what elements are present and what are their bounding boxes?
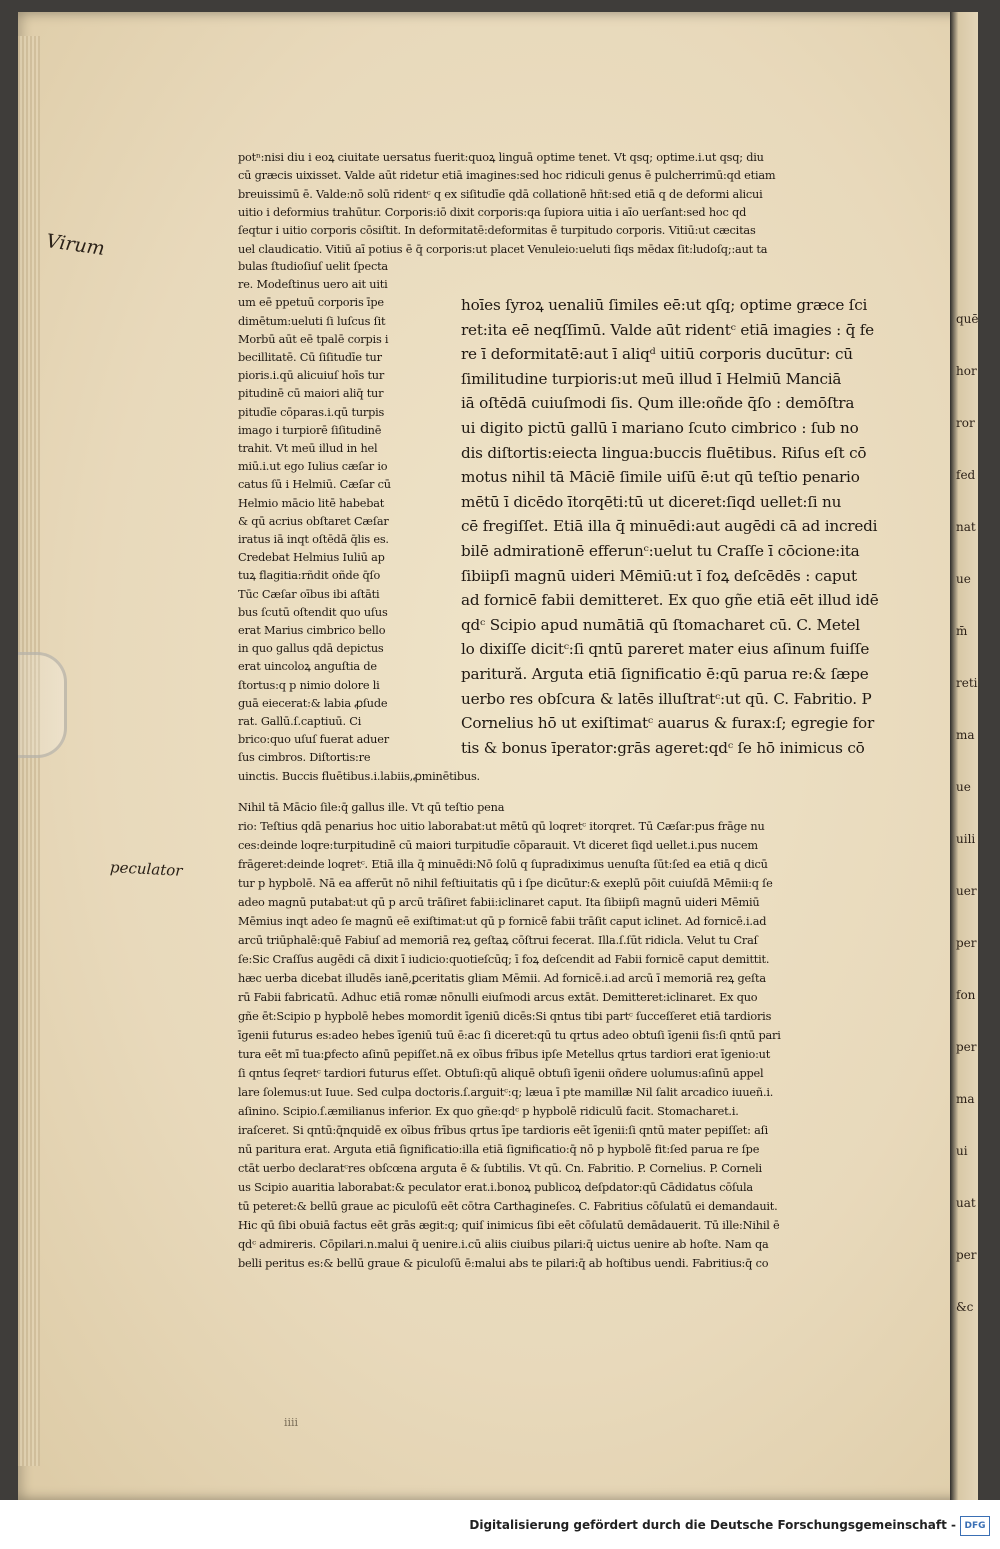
commentary-left-line: Tūc Cæſar oībus ibi aſtāti bbox=[238, 587, 380, 601]
facing-page-fragment: nat bbox=[956, 520, 976, 534]
main-text-line: ſibiipſi magnū uideri Mēmiū:ut ī foꝝ deſcēdēs : caput bbox=[461, 566, 857, 585]
facing-page-fragment: ma bbox=[956, 728, 975, 742]
commentary-left-line: & qū acrius obſtaret Cæſar bbox=[238, 514, 389, 528]
commentary-top-line: potⁿ:nisi diu i eoꝝ ciuitate uersatus fuerit:quoꝝ linguā optime tenet. Vt qsq; optime.i.ut qsq; diu bbox=[238, 151, 764, 164]
commentary-left-line: bulas ſtudioſiuſ uelit ſpecta bbox=[238, 260, 388, 273]
commentary-bottom-line: aſinino. Scipio.ſ.æmilianus inferior. Ex quo gñe:qdᶜ p hypbolē ridiculū facit. Stomacharet.i. bbox=[238, 1105, 739, 1118]
commentary-bottom-line: ctāt uerbo declaratᶜres obſcœna arguta ē & ſubtilis. Vt qū. Cn. Fabritio. P. Cornelius. P. Corneli bbox=[238, 1162, 762, 1175]
commentary-bottom-line: adeo magnū putabat:ut qū p arcū trāſiret fabii:iclinaret caput. Ita ſibiipſi magnū uideri Mēmiū bbox=[238, 896, 760, 909]
commentary-bottom-line: tura eēt mī tua:ꝑfecto aſinū pepiſſet.nā ex oībus frībus ipſe Metellus qrtus tardiori erat īgenio:ut bbox=[238, 1048, 771, 1061]
commentary-left-line: dimētum:ueluti ſi luſcus ſit bbox=[238, 314, 386, 328]
commentary-left-line: Credebat Helmius Iuliū ap bbox=[238, 551, 385, 565]
main-text-line: hoīes ſyroꝝ uenaliū ſimiles eē:ut qſq; optime græce ſci bbox=[461, 296, 868, 314]
commentary-bottom-line: frāgeret:deinde loqretᶜ. Etiā illa q̄ minuēdi:Nō ſolū q ſupradiximus uenuſta ſūt:ſed ea etiā q dicū bbox=[238, 858, 768, 871]
facing-page-fragment: reti bbox=[956, 676, 978, 690]
page-clip bbox=[18, 652, 67, 758]
commentary-left-line: erat Marius cimbrico bello bbox=[238, 624, 386, 637]
commentary-top-line: uel claudicatio. Vitiū aī potius ē q̄ corporis:ut placet Venuleio:ueluti ſiqs mēdax ſit:ludoſq;:aut ta bbox=[238, 242, 768, 256]
commentary-left-line: re. Modeſtinus uero ait uiti bbox=[238, 278, 388, 292]
book-page bbox=[18, 12, 978, 1500]
main-text-line: re ī deformitatē:aut ī aliqᵈ uitiū corporis ducūtur: cū bbox=[461, 345, 853, 364]
main-text-line: ret:ita eē neqſſimū. Valde aūt ridentᶜ etiā imagies : q̄ fe bbox=[461, 320, 874, 339]
commentary-bottom-line: rio: Teſtius qdā penarius hoc uitio laborabat:ut mētū qū loqretᶜ itorqret. Tū Cæſar:pus frāge nu bbox=[238, 820, 765, 833]
commentary-bottom-line: iraſceret. Si qntū:q̄nquidē ex oībus frībus qrtus īpe tardioris eēt īgenii:ſi qntū mater pepiſſet: aſi bbox=[238, 1124, 769, 1137]
commentary-top-line: ſeqtur i uitio corporis cōsiſtit. In deformitatē:deformitas ē turpitudo corporis. Vitiū:ut cæcitas bbox=[238, 224, 756, 238]
commentary-bottom-line: lare ſolemus:ut Iuue. Sed culpa doctoris.ſ.arguitᶜ:q; læua ī pte mamillæ Nil ſalit arcadico iuueñ.i. bbox=[238, 1086, 774, 1099]
commentary-bottom-line: ſi qntus ſeqretᶜ tardiori futurus eſſet. Obtuſi:qū aliquē obtuſi īgenii oñdere uolumus:aſinū appel bbox=[238, 1067, 764, 1080]
facing-page-fragment: ue bbox=[956, 780, 971, 794]
facing-page-edge bbox=[950, 12, 978, 1512]
commentary-left-line: Helmio mācio litē habebat bbox=[238, 496, 385, 510]
commentary-bottom-line: ſe:Sic Craſſus augēdi cā dixit ī iudicio:quotieſcūq; ī foꝝ deſcendit ad Fabii fornicē caput demittit. bbox=[238, 953, 770, 966]
facing-page-fragment: ma bbox=[956, 1092, 975, 1106]
commentary-left-line: pitudinē cū maiori aliq̄ tur bbox=[238, 387, 384, 401]
main-text-line: motus nihil tā Māciē ſimile uiſū ē:ut qū teſtio penario bbox=[461, 468, 860, 487]
commentary-left-line: trahit. Vt meū illud in hel bbox=[238, 442, 378, 455]
facing-page-fragment: ue bbox=[956, 572, 971, 586]
facing-page-fragment: quē bbox=[956, 312, 979, 326]
facing-page-fragment: fed bbox=[956, 468, 976, 482]
main-text-line: paritură. Arguta etiā ſignificatio ē:qū parua re:& ſæpe bbox=[461, 665, 869, 683]
commentary-left-line: bus ſcutū oſtendit quo uſus bbox=[238, 605, 388, 619]
commentary-left-line: brico:quo uſuſ fuerat aduer bbox=[238, 733, 389, 747]
main-text-line: lo dixiſſe dicitᶜ:ſi qntū pareret mater eius aſinum fuiſſe bbox=[461, 640, 870, 659]
commentary-bottom-line: īgenii futurus es:adeo hebes īgeniū tuū ē:ac ſi diceret:qū tu qrtus adeo obtuſi īgenii ſis:ſi qntū pari bbox=[238, 1029, 781, 1042]
margin-note-virum: Virum bbox=[44, 230, 107, 260]
commentary-bottom-line: ces:deinde loqre:turpitudinē cū maiori turpitudīe cōparauit. Vt diceret ſiqd uellet.i.pus nucem bbox=[238, 839, 758, 852]
commentary-bottom-line: hæc uerba dicebat illudēs ianē,ꝑceritatis gliam Mēmii. Ad fornicē.i.ad arcū ī memoriā reꝝ geſta bbox=[238, 972, 766, 985]
margin-note-peculator: peculator bbox=[109, 858, 183, 880]
commentary-left-line: pitudīe cōparas.i.qū turpis bbox=[238, 405, 385, 419]
commentary-left-line: uinctis. Buccis fluētibus.i.labiis,ꝓminētibus. bbox=[238, 769, 480, 783]
facing-page-fragment: per bbox=[956, 1040, 977, 1054]
commentary-bottom-line: Nihil tā Mācio ſile:q̄ gallus ille. Vt qū teſtio pena bbox=[238, 801, 505, 814]
facing-page-fragment: uer bbox=[956, 884, 977, 898]
main-text-line: qdᶜ Scipio apud numātiā qū ſtomacharet cū. C. Metel bbox=[461, 615, 860, 634]
commentary-bottom-line: Hic qū ſibi obuiā factus eēt grās ægit:q; quiſ inimicus ſibi eēt cōſulatū demādauerit. Tū ille:Nihil ē bbox=[238, 1219, 780, 1232]
main-text-line: uerbo res obſcura & latēs illuſtratᶜ:ut qū. C. Fabritio. P bbox=[461, 689, 872, 708]
commentary-bottom-line: belli peritus es:& bellū graue & piculoſū ē:malui abs te pilari:q̄ ab hoſtibus uendi. Fabritius:q̄ co bbox=[238, 1257, 769, 1270]
commentary-bottom-line: us Scipio auaritia laborabat:& peculator erat.i.bonoꝝ publicoꝝ deſpdator:qū Cādidatus cōſula bbox=[238, 1181, 753, 1194]
commentary-bottom-line: rū Fabii fabricatū. Adhuc etiā romæ nōnulli eiuſmodi arcus extāt. Demitteret:iclinaret. Ex quo bbox=[238, 991, 758, 1004]
commentary-bottom-line: tur p hypbolē. Nā ea afferūt nō nihil feſtiuitatis qū i ſpe dicūtur:& exeplū pōit cuiuſdā Mēmii:q ſe bbox=[238, 877, 773, 890]
main-text-line: dis diſtortis:eiecta lingua:buccis fluētibus. Riſus eſt cō bbox=[461, 443, 867, 462]
facing-page-fragment: hor bbox=[956, 364, 977, 378]
facing-page-fragment: uat bbox=[956, 1196, 976, 1210]
commentary-top-line: uitio i deformius trahūtur. Corporis:iō dixit corporis:qa ſupiora uitia i aīo uerſant:sed hoc qd bbox=[238, 205, 747, 219]
footer-credit: Digitalisierung gefördert durch die Deutsche Forschungsgemeinschaft - bbox=[469, 1518, 956, 1532]
commentary-left-line: becillitatē. Cū ſiſitudīe tur bbox=[238, 351, 382, 364]
facing-page-fragment: uili bbox=[956, 832, 976, 846]
main-text-line: iā oſtēdā cuiuſmodi ſis. Qum ille:oñde q̄ſo : demōſtra bbox=[461, 394, 855, 413]
commentary-left-line: erat uincoloꝝ anguſtia de bbox=[238, 660, 377, 674]
commentary-bottom-line: qdᶜ admireris. Cōpilari.n.malui q̄ uenire.i.cū aliis ciuibus pilari:q̄ uictus uenire ab hoſte. Nam qa bbox=[238, 1238, 769, 1251]
commentary-left-line: ſus cimbros. Diſtortis:re bbox=[238, 751, 371, 765]
footer-bar bbox=[0, 1500, 1000, 1549]
main-text-line: tis & bonus īperator:grās ageret:qdᶜ ſe hō inimicus cō bbox=[461, 738, 865, 757]
facing-page-fragment: per bbox=[956, 936, 977, 950]
commentary-left-line: pioris.i.qū alicuiuſ hoīs tur bbox=[238, 369, 385, 383]
facing-page-fragment: ui bbox=[956, 1144, 968, 1158]
commentary-left-line: in quo gallus qdā depictus bbox=[238, 642, 384, 656]
commentary-bottom-line: tū peteret:& bellū graue ac piculoſū eēt cōtra Carthagineſes. C. Fabritius cōſulatū ei demandauit. bbox=[238, 1200, 778, 1213]
facing-page-fragment: m̄ bbox=[956, 624, 968, 638]
main-text-line: ad fornicē fabii demitteret. Ex quo gñe etiā eēt illud idē bbox=[461, 591, 879, 610]
dfg-logo: DFG bbox=[960, 1516, 990, 1536]
commentary-left-line: iratus iā inqt oſtēdā q̄lis es. bbox=[238, 533, 389, 546]
commentary-left-line: ſtortus:q p nimio dolore li bbox=[238, 678, 380, 692]
main-text-line: Cornelius hō ut exiſtimatᶜ auarus & furax:ſ; egregie for bbox=[461, 714, 875, 733]
commentary-bottom-line: gñe ēt:Scipio p hypbolē hebes momordit īgeniū dicēs:Si qntus tibi partᶜ ſucceſſeret etiā tardioris bbox=[238, 1010, 772, 1023]
commentary-top-line: cū græcis uixisset. Valde aūt ridetur etiā imagines:sed hoc ridiculi genus ē pulcherrimū:qd etiam bbox=[238, 169, 776, 183]
commentary-left-line: um eē ppetuū corporis īpe bbox=[238, 296, 384, 310]
commentary-left-line: imago i turpiorē ſiſitudinē bbox=[238, 423, 382, 437]
commentary-bottom-line: Mēmius inqt adeo ſe magnū eē exiſtimat:ut qū p fornicē fabii trāſit caput iclinet. Ad fornicē.i.ad bbox=[238, 915, 767, 928]
commentary-left-line: guā eiecerat:& labia ꝓſude bbox=[238, 696, 388, 710]
facing-page-fragment: ror bbox=[956, 416, 975, 430]
facing-page-fragment: per bbox=[956, 1248, 977, 1262]
commentary-left-line: miū.i.ut ego Iulius cæſar io bbox=[238, 460, 388, 474]
facing-page-fragment: fon bbox=[956, 988, 976, 1002]
commentary-bottom-line: nū paritura erat. Arguta etiā ſignificatio:illa etiā ſignificatio:q̄ nō p hypbolē fit:ſed parua re ſpe bbox=[238, 1143, 760, 1156]
facing-page-fragment: &c bbox=[956, 1300, 974, 1314]
commentary-top-line: breuissimū ē. Valde:nō solū ridentᶜ q ex siſitudīe qdā collationē hñt:sed etiā q de deformi alicui bbox=[238, 187, 763, 201]
main-text-line: cē fregiſſet. Etiā illa q̄ minuēdi:aut augēdi cā ad incredi bbox=[461, 517, 878, 536]
commentary-left-line: catus ſū i Helmiū. Cæſar cū bbox=[238, 478, 391, 492]
main-text-line: ui digito pictū gallū ī mariano ſcuto cimbrico : ſub no bbox=[461, 419, 859, 437]
main-text-line: ſimilitudine turpioris:ut meū illud ī Helmiū Manciā bbox=[461, 369, 842, 388]
commentary-left-line: rat. Gallū.ſ.captiuū. Ci bbox=[238, 715, 362, 728]
folio-number: iiii bbox=[284, 1416, 299, 1429]
commentary-bottom-line: arcū triūphalē:quē Fabiuſ ad memoriā reꝝ geſtaꝝ cōſtrui fecerat. Illa.ſ.ſūt ridicla. Velut tu Craſ bbox=[238, 934, 758, 947]
main-text-line: mētū ī dicēdo ītorqēti:tū ut diceret:ſiqd uellet:ſi nu bbox=[461, 492, 842, 511]
commentary-left-line: tuꝝ flagitia:rñdit oñde q̄ſo bbox=[238, 569, 381, 583]
commentary-left-line: Morbū aūt eē tpalē corpis i bbox=[238, 332, 389, 346]
main-text-line: bilē admirationē efferunᶜ:uelut tu Craſſe ī cōcione:ita bbox=[461, 542, 860, 560]
